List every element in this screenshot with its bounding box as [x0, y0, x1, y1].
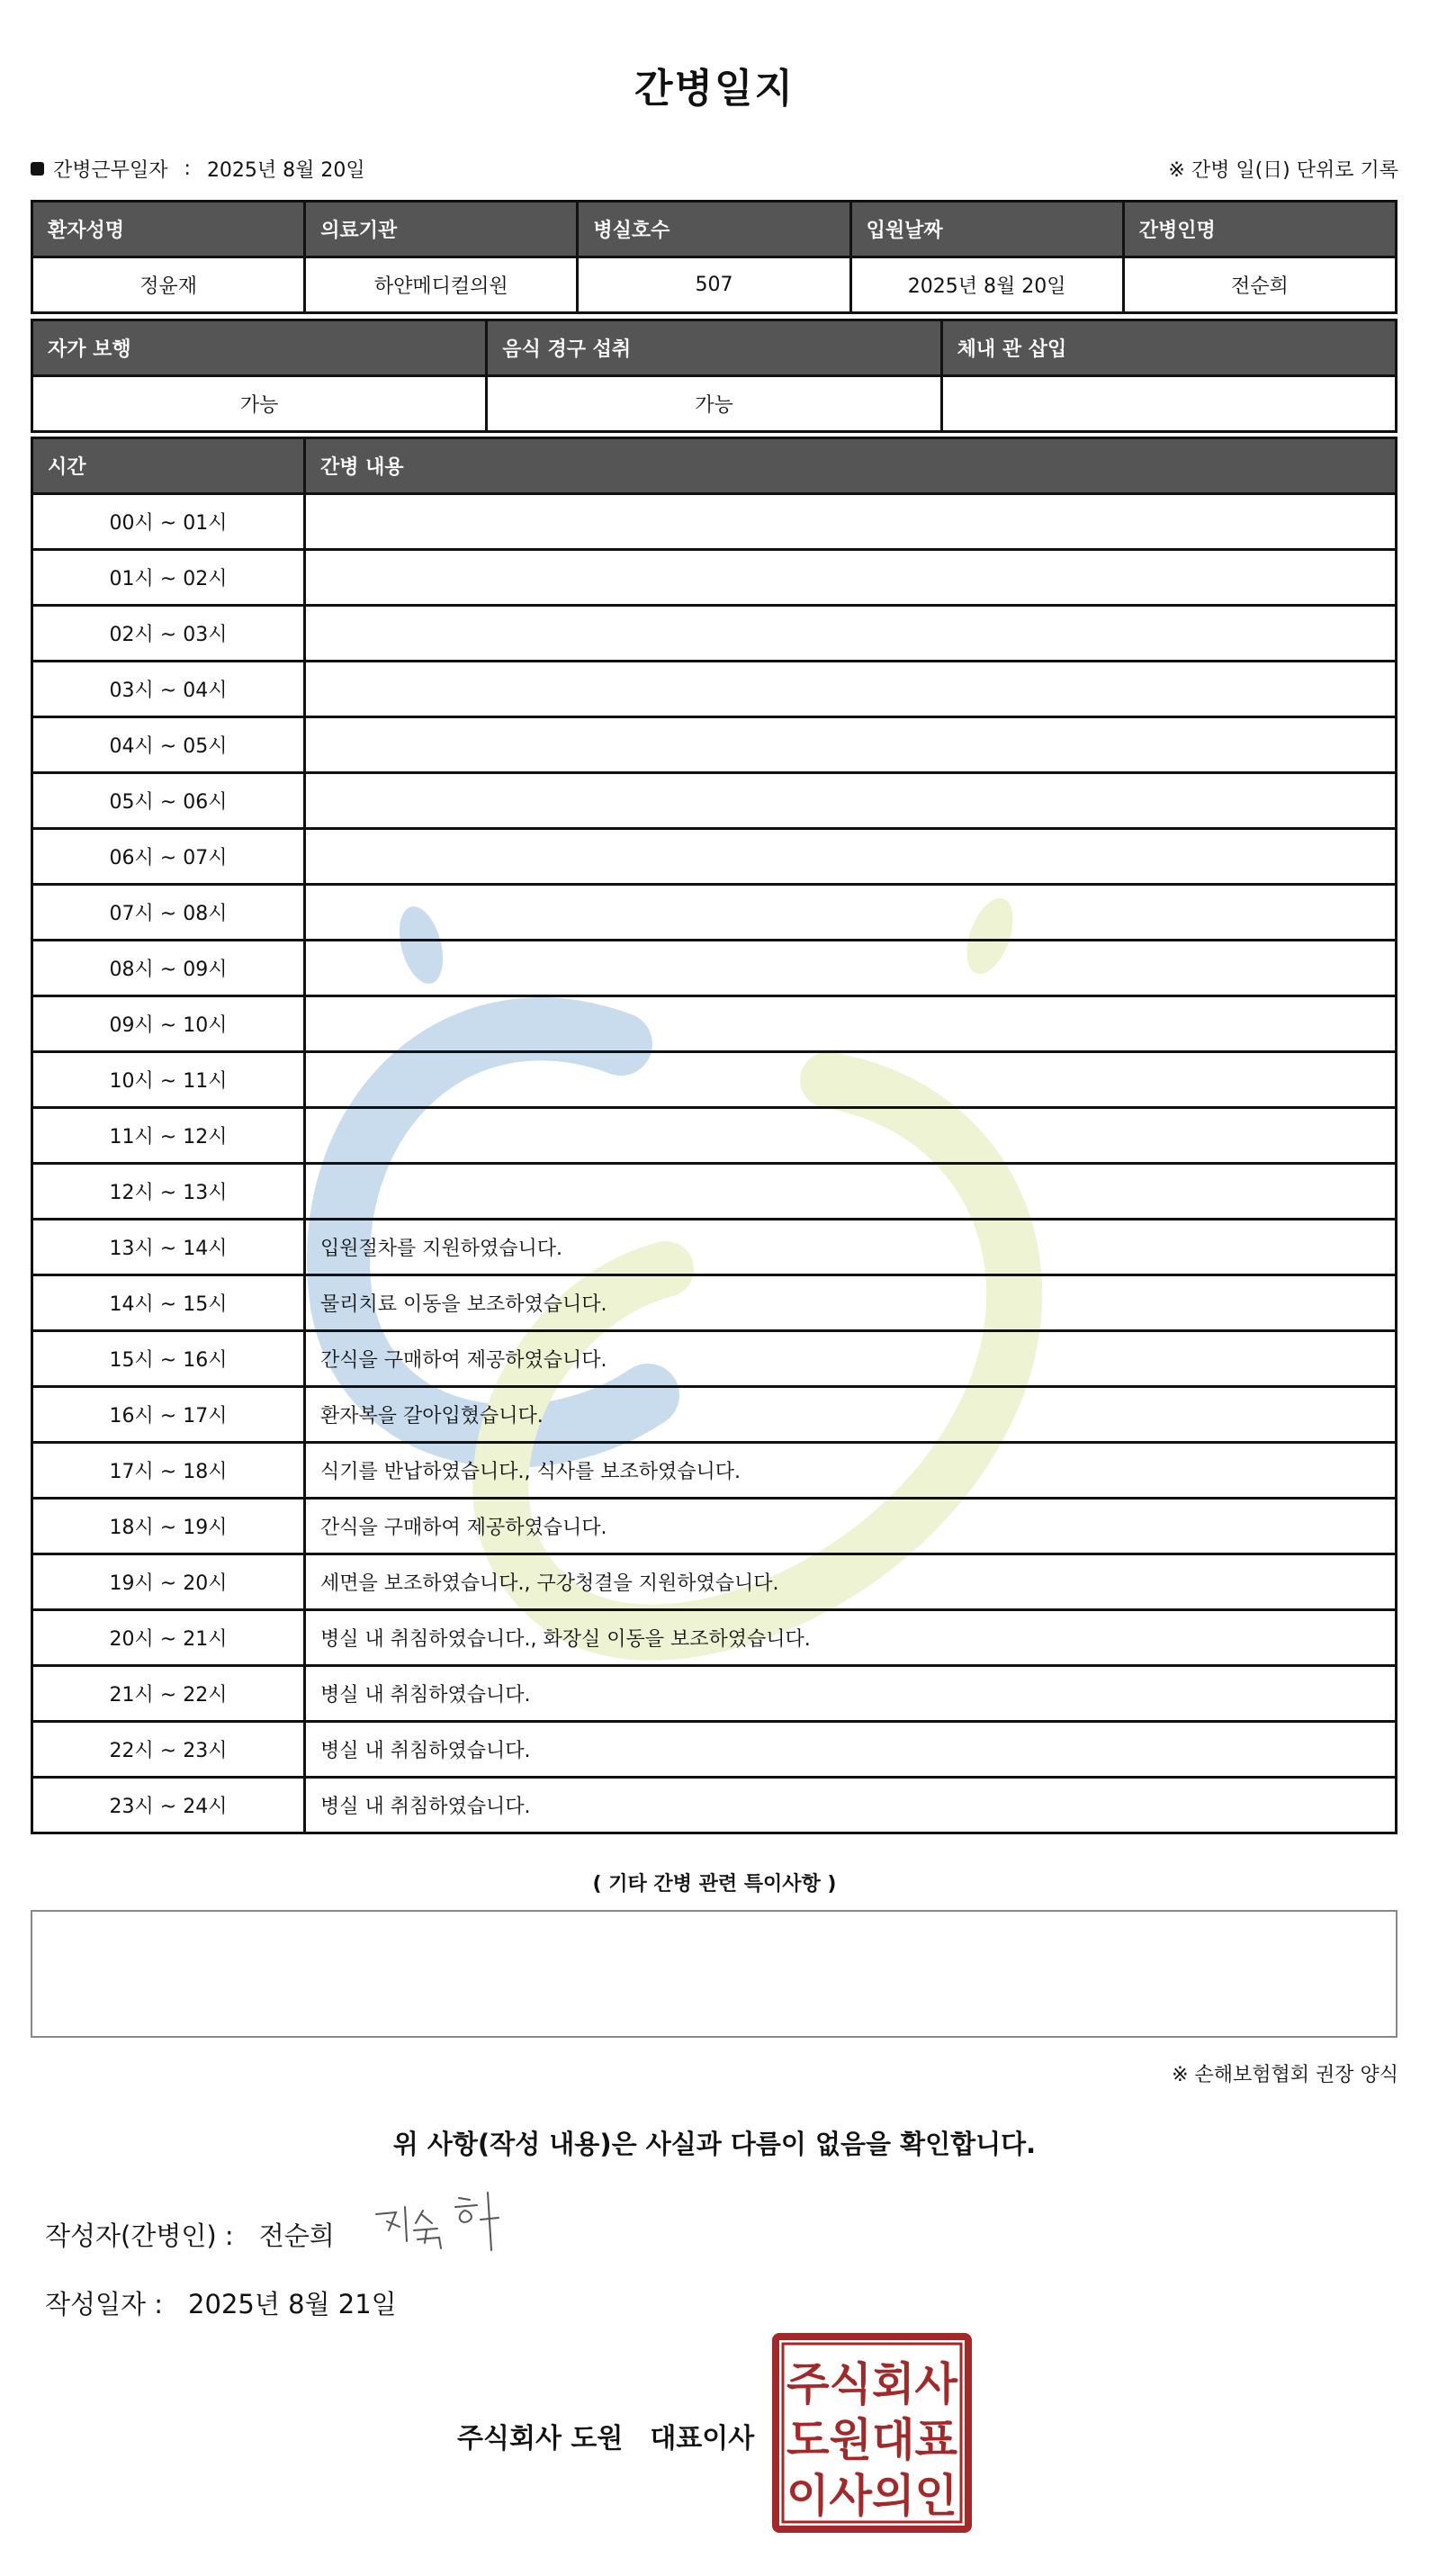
oral-intake-value: 가능	[487, 376, 941, 432]
care-log-row	[32, 885, 1397, 941]
care-log-content: 물리치료 이동을 보조하였습니다.	[305, 1275, 1397, 1331]
care-log-content	[305, 885, 1397, 941]
care-log-row	[32, 1108, 1397, 1164]
meta-row	[31, 155, 1398, 184]
care-log-time: 21시 ~ 22시	[32, 1666, 305, 1722]
special-notes-title: ( 기타 간병 관련 특이사항 )	[592, 1873, 837, 1896]
care-log-row	[32, 494, 1397, 550]
care-log-time: 07시 ~ 08시	[32, 885, 305, 941]
care-log-time: 22시 ~ 23시	[32, 1722, 305, 1778]
hourly-care-log-table	[31, 437, 1398, 1834]
care-log-content	[305, 606, 1397, 662]
care-log-row	[32, 1610, 1397, 1666]
header-self-walking: 자가 보행	[32, 320, 487, 376]
patient-info-table	[31, 200, 1398, 314]
care-log-time: 10시 ~ 11시	[32, 1052, 305, 1108]
care-log-time: 16시 ~ 17시	[32, 1387, 305, 1443]
care-log-row	[32, 996, 1397, 1052]
work-date-separator: :	[184, 158, 191, 180]
care-log-time: 12시 ~ 13시	[32, 1164, 305, 1220]
confirmation-statement: 위 사항(작성 내용)은 사실과 다름이 없음을 확인합니다.	[392, 2129, 1037, 2159]
write-date-label: 작성일자 :	[45, 2289, 164, 2319]
care-log-time: 15시 ~ 16시	[32, 1331, 305, 1387]
care-log-row	[32, 1220, 1397, 1275]
header-room-number: 병실호수	[578, 202, 850, 257]
care-log-content: 환자복을 갈아입혔습니다.	[305, 1387, 1397, 1443]
care-log-content: 식기를 반납하였습니다., 식사를 보조하였습니다.	[305, 1443, 1397, 1499]
care-log-time: 09시 ~ 10시	[32, 996, 305, 1052]
header-time: 시간	[32, 438, 305, 494]
square-bullet-icon	[31, 162, 44, 176]
company-seal-stamp	[772, 2333, 972, 2533]
write-date-line	[45, 2284, 397, 2321]
care-log-row	[32, 1778, 1397, 1833]
care-log-time: 11시 ~ 12시	[32, 1108, 305, 1164]
care-log-row	[32, 1387, 1397, 1443]
patient-status-table	[31, 319, 1398, 433]
care-log-time: 01시 ~ 02시	[32, 550, 305, 606]
care-log-row	[32, 1666, 1397, 1722]
care-log-row	[32, 1164, 1397, 1220]
care-log-content	[305, 550, 1397, 606]
care-log-row	[32, 1052, 1397, 1108]
care-log-content: 병실 내 취침하였습니다., 화장실 이동을 보조하였습니다.	[305, 1610, 1397, 1666]
patient-info-value-row	[32, 257, 1397, 313]
care-log-time: 08시 ~ 09시	[32, 941, 305, 996]
care-log-time: 05시 ~ 06시	[32, 773, 305, 829]
care-log-content	[305, 717, 1397, 773]
company-signature-line	[457, 2416, 754, 2455]
seal-text-line: 주식회사	[786, 2358, 958, 2410]
care-log-content	[305, 996, 1397, 1052]
care-log-content: 간식을 구매하여 제공하였습니다.	[305, 1499, 1397, 1554]
care-log-content	[305, 662, 1397, 717]
care-log-time: 23시 ~ 24시	[32, 1778, 305, 1833]
writer-line	[45, 2216, 335, 2253]
header-oral-intake: 음식 경구 섭취	[487, 320, 941, 376]
care-log-time: 20시 ~ 21시	[32, 1610, 305, 1666]
care-log-content: 병실 내 취침하였습니다.	[305, 1778, 1397, 1833]
care-log-content: 간식을 구매하여 제공하였습니다.	[305, 1331, 1397, 1387]
representative-title: 대표이사	[650, 2423, 755, 2454]
care-log-content	[305, 1164, 1397, 1220]
care-log-content	[305, 829, 1397, 885]
daily-record-note: ※ 간병 일(日) 단위로 기록	[1168, 159, 1398, 182]
care-log-row	[32, 1331, 1397, 1387]
recommendation-note: ※ 손해보험협회 권장 양식	[1172, 2064, 1398, 2086]
header-care-content: 간병 내용	[305, 438, 1397, 494]
page-title: 간병일지	[634, 66, 795, 112]
care-log-row	[32, 1722, 1397, 1778]
care-log-row	[32, 829, 1397, 885]
care-log-time: 00시 ~ 01시	[32, 494, 305, 550]
tube-insertion-value	[941, 376, 1396, 432]
care-log-row	[32, 1554, 1397, 1610]
work-date-group	[31, 155, 365, 183]
care-log-header-row	[32, 438, 1397, 494]
patient-name-value: 정윤재	[32, 257, 305, 313]
care-log-row	[32, 1275, 1397, 1331]
care-log-content	[305, 494, 1397, 550]
seal-text-line: 이사의인	[786, 2470, 957, 2522]
care-log-row	[32, 1443, 1397, 1499]
company-name: 주식회사 도원	[457, 2423, 624, 2454]
header-caregiver-name: 간병인명	[1123, 202, 1396, 257]
care-log-time: 19시 ~ 20시	[32, 1554, 305, 1610]
care-log-time: 17시 ~ 18시	[32, 1443, 305, 1499]
care-log-content: 병실 내 취침하였습니다.	[305, 1722, 1397, 1778]
header-admission-date: 입원날짜	[850, 202, 1123, 257]
patient-status-header-row	[32, 320, 1397, 376]
header-tube-insertion: 체내 관 삽입	[941, 320, 1396, 376]
care-log-row	[32, 773, 1397, 829]
care-log-time: 06시 ~ 07시	[32, 829, 305, 885]
room-number-value: 507	[578, 257, 850, 313]
work-date-label: 간병근무일자	[53, 159, 168, 182]
patient-info-header-row	[32, 202, 1397, 257]
seal-text-line: 도원대표	[786, 2414, 958, 2466]
admission-date-value: 2025년 8월 20일	[850, 257, 1123, 313]
care-log-row	[32, 550, 1397, 606]
header-hospital: 의료기관	[305, 202, 578, 257]
writer-label: 작성자(간병인) :	[45, 2220, 234, 2251]
care-log-content	[305, 1052, 1397, 1108]
care-log-time: 02시 ~ 03시	[32, 606, 305, 662]
care-log-content: 병실 내 취침하였습니다.	[305, 1666, 1397, 1722]
care-log-row	[32, 717, 1397, 773]
care-log-row	[32, 662, 1397, 717]
care-log-content: 세면을 보조하였습니다., 구강청결을 지원하였습니다.	[305, 1554, 1397, 1610]
special-notes-box	[31, 1910, 1398, 2038]
caregiver-name-value: 전순희	[1123, 257, 1396, 313]
care-log-content	[305, 773, 1397, 829]
care-log-time: 04시 ~ 05시	[32, 717, 305, 773]
writer-name: 전순희	[258, 2220, 335, 2251]
care-log-content	[305, 941, 1397, 996]
care-log-row	[32, 941, 1397, 996]
handwritten-signature	[369, 2187, 513, 2259]
self-walking-value: 가능	[32, 376, 487, 432]
write-date-value: 2025년 8월 21일	[188, 2289, 397, 2319]
hospital-value: 하얀메디컬의원	[305, 257, 578, 313]
care-log-row	[32, 1499, 1397, 1554]
work-date-value: 2025년 8월 20일	[206, 159, 365, 182]
care-log-content: 입원절차를 지원하였습니다.	[305, 1220, 1397, 1275]
header-patient-name: 환자성명	[32, 202, 305, 257]
care-log-time: 13시 ~ 14시	[32, 1220, 305, 1275]
care-log-time: 03시 ~ 04시	[32, 662, 305, 717]
care-log-time: 18시 ~ 19시	[32, 1499, 305, 1554]
care-log-row	[32, 606, 1397, 662]
care-log-time: 14시 ~ 15시	[32, 1275, 305, 1331]
patient-status-value-row	[32, 376, 1397, 432]
care-log-content	[305, 1108, 1397, 1164]
care-log-body	[32, 494, 1397, 1833]
